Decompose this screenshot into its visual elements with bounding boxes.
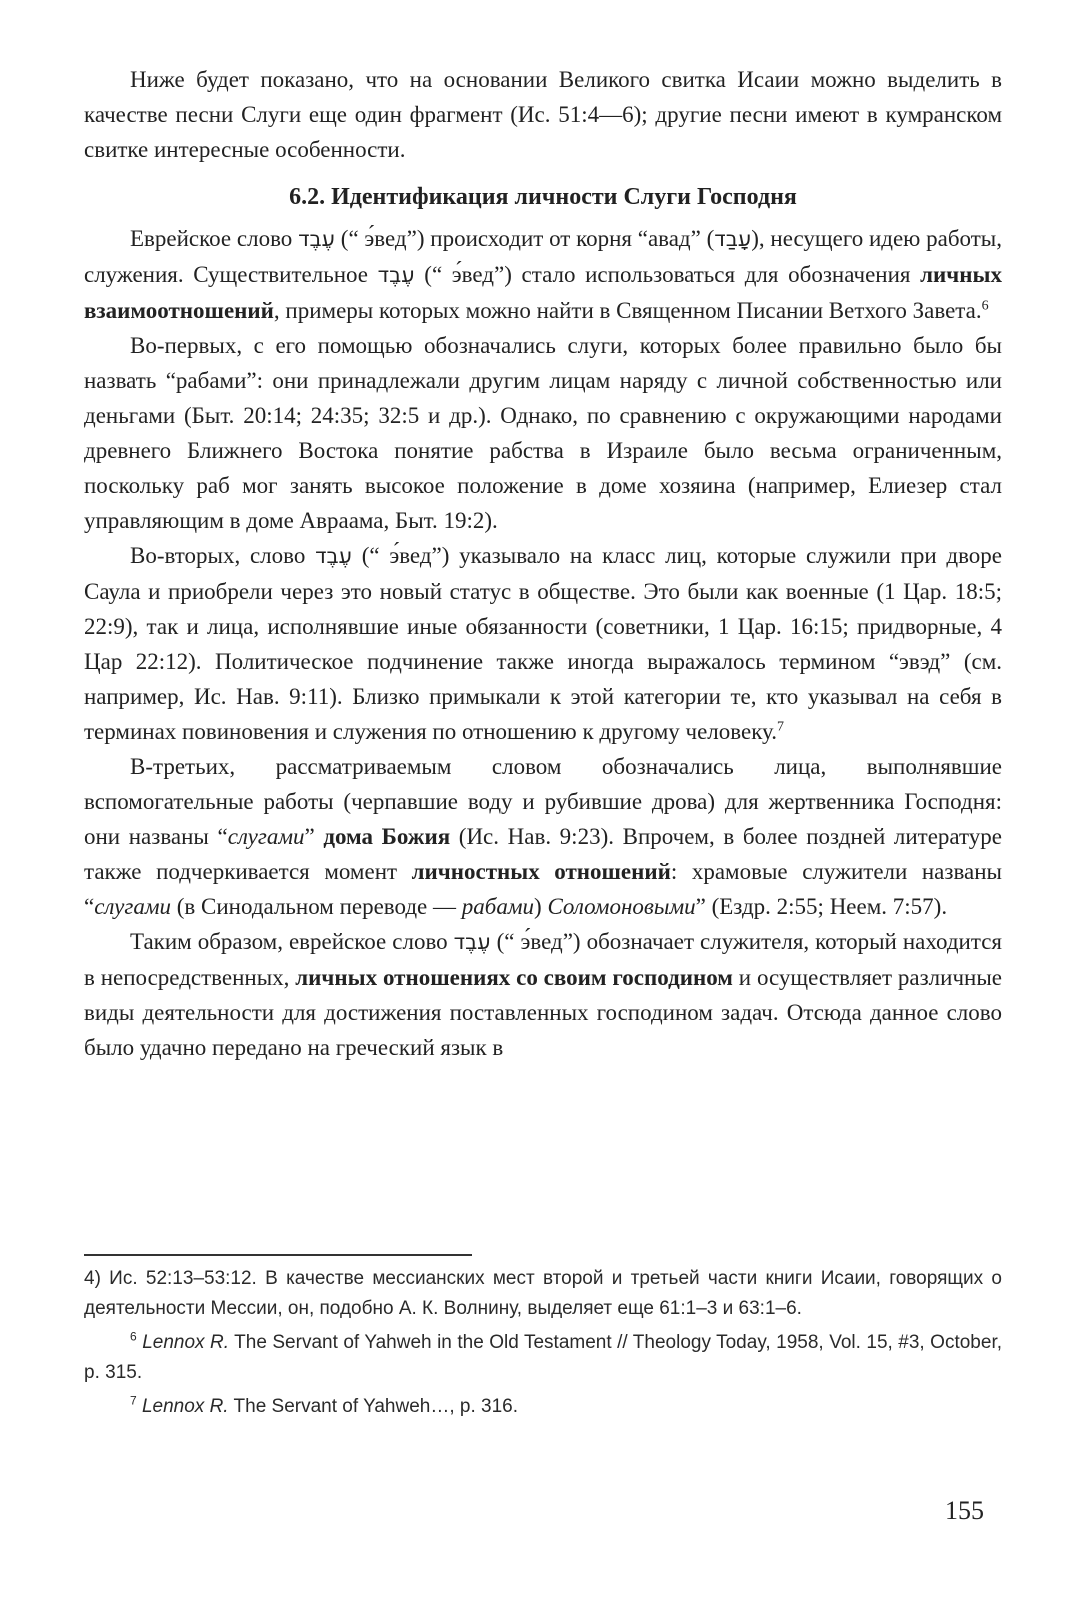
p4-bold-1: дома Божия	[323, 824, 451, 849]
p5-bold: личных отношениях со своим господином	[295, 965, 733, 990]
p5-text-c: и осуществляет различные виды деятельности для достижения поставленных господином задач. Отсюда данное слово было удачно передано на греческий язык в	[84, 965, 1003, 1060]
p5-text-a: Таким образом, еврейское слово	[130, 929, 454, 954]
p4-text-c: (Ис. Нав. 9:23). Впрочем, в более поздней литературе также подчеркивается момент	[84, 824, 1002, 884]
p5-text-b: (“ э́вед”) обозначает служителя, который находится в непосредственных,	[84, 929, 1002, 990]
p4-bold-2: личностных отношений	[411, 859, 671, 884]
page-number: 155	[945, 1496, 984, 1525]
footnote-ref-7[interactable]: 7	[777, 719, 785, 735]
p1-text-a: Еврейское слово	[130, 226, 299, 251]
paragraph-1	[84, 221, 1002, 328]
hebrew-root: עָבַד	[714, 227, 752, 251]
p4-italic-2: слугами	[94, 894, 172, 919]
section-heading: 6.2. Идентификация личности Слуги Господня	[289, 184, 797, 210]
hebrew-word: עֶבֶד	[315, 544, 353, 568]
footnote-divider	[84, 1254, 472, 1256]
hebrew-word: עֶבֶד	[377, 263, 415, 287]
p4-italic-4: Соломоновыми	[547, 894, 696, 919]
footnote-6-author: Lennox R.	[142, 1332, 230, 1353]
p4-text-a: В-третьих, рассматриваемым словом обозначались лица, выполнявшие вспомогательные работы (черпавшие воду и рубившие дрова) для жертвенника Господня: они названы “	[84, 754, 1002, 849]
p1-text-e: , примеры которых можно найти в Священном Писании Ветхого Завета.	[273, 298, 982, 323]
hebrew-word: עֶבֶד	[453, 930, 491, 954]
p4-text-f: )	[534, 894, 548, 919]
p1-text-c: ), несущего идею работы, служения. Существительное	[84, 226, 1002, 287]
p1-bold: личных взаимоотношений	[84, 262, 1002, 323]
p4-text-e: (в Синодальном переводе —	[171, 894, 462, 919]
p3-text-a: Во-вторых, слово	[130, 543, 316, 568]
footnote-6-text: The Servant of Yahweh in the Old Testament // Theology Today, 1958, Vol. 15, #3, October, p. 315.	[84, 1332, 1002, 1383]
paragraph-4	[84, 749, 1002, 924]
p3-text-b: (“ э́вед”) указывало на класс лиц, которые служили при дворе Саула и приобрели через это новый статус в обществе. Это были как военные (1 Цар. 18:5; 22:9), так и лица, исполнявшие иные обязанности (советники, 1 Цар. 16:15; придворные, 4 Цар 22:12). Политическое подчинение также иногда выражалось термином “эвэд” (см. например, Ис. Нав. 9:11). Близко примыкали к этой категории те, кто указывал на себя в терминах повиновения и служения по отношению к другому человеку.	[84, 543, 1002, 744]
p4-italic-1: слугами	[227, 824, 305, 849]
intro-paragraph	[84, 62, 1002, 167]
paragraph-5	[84, 924, 1002, 1065]
p4-text-d: : храмовые служители названы “	[84, 859, 1002, 919]
footnote-7	[84, 1392, 1002, 1422]
intro-text: Ниже будет показано, что на основании Великого свитка Исаии можно выделить в качестве песни Слуги еще один фрагмент (Ис. 51:4—6); другие песни имеют в кумранском свитке интересные особенности.	[84, 67, 1002, 162]
p4-italic-3: рабами	[461, 894, 535, 919]
footnote-6	[84, 1328, 1002, 1388]
footnote-4	[84, 1264, 1002, 1324]
footnote-ref-6[interactable]: 6	[981, 298, 989, 314]
paragraph-3	[84, 538, 1002, 749]
footnote-4-text: 4) Ис. 52:13–53:12. В качестве мессианских мест второй и третьей части книги Исаии, говорящих о деятельности Мессии, он, подобно А. К. Волнину, выделяет еще 61:1–3 и 63:1–6.	[84, 1268, 1002, 1319]
p4-text-b: ”	[304, 824, 324, 849]
main-text	[84, 62, 1002, 1065]
paragraph-2	[84, 328, 1002, 538]
footnotes	[84, 1264, 1002, 1426]
p1-text-d: (“ э́вед”) стало использоваться для обозначения	[414, 262, 921, 287]
footnote-7-text: The Servant of Yahweh…, p. 316.	[228, 1396, 519, 1417]
footnote-6-number: 6	[130, 1329, 137, 1344]
p1-text-b: (“ э́вед”) происходит от корня “авад” (	[335, 226, 715, 251]
footnote-7-author: Lennox R.	[141, 1396, 229, 1417]
p2-text: Во-первых, с его помощью обозначались слуги, которых более правильно было бы назвать “рабами”: они принадлежали другим лицам наряду с личной собственностью или деньгами (Быт. 20:14; 24:35; 32:5 и др.). Однако, по сравнению с окружающими народами древнего Ближнего Востока понятие рабства в Израиле было весьма ограниченным, поскольку раб мог занять высокое положение в доме хозяина (например, Елиезер стал управляющим в доме Авраама, Быт. 19:2).	[84, 333, 1002, 533]
hebrew-word: עֶבֶד	[298, 227, 336, 251]
footnote-7-number: 7	[130, 1393, 137, 1408]
p4-text-g: ” (Ездр. 2:55; Неем. 7:57).	[695, 894, 948, 919]
